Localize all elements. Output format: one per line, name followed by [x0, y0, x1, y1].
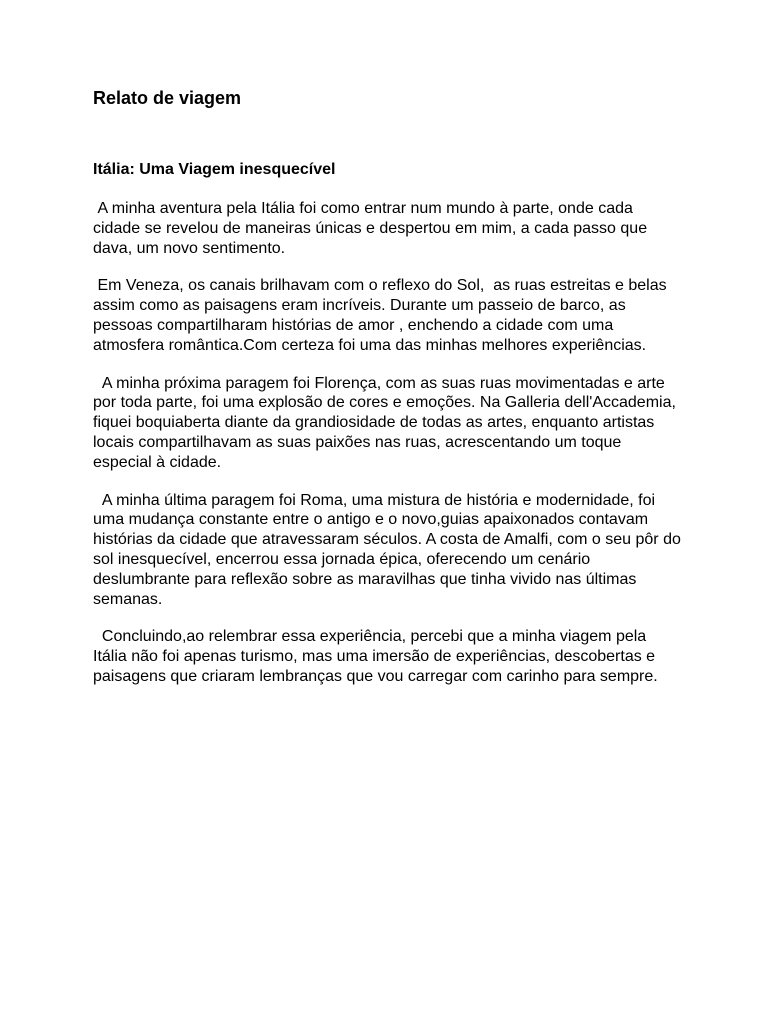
document-page — [93, 86, 686, 687]
paragraph-veneza: Em Veneza, os canais brilhavam com o reflexo do Sol, as ruas estreitas e belas assim como as paisagens eram incríveis. Durante um passeio de barco, as pessoas compartilharam histórias de amor , enchendo a cidade com uma atmosfera romântica.Com certeza foi uma das minhas melhores experiências. — [93, 277, 672, 354]
paragraph-intro: A minha aventura pela Itália foi como entrar num mundo à parte, onde cada cidade se revelou de maneiras únicas e despertou em mim, a cada passo que dava, um novo sentimento. — [93, 200, 652, 257]
document-title: Relato de viagem — [93, 88, 242, 108]
paragraph-conclusao: Concluindo,ao relembrar essa experiência, percebi que a minha viagem pela Itália não foi apenas turismo, mas uma imersão de experiências, descobertas e paisagens que criaram lembranças que vou carregar com carinho para sempre. — [93, 628, 660, 685]
paragraph-florenca: A minha próxima paragem foi Florença, com as suas ruas movimentadas e arte por toda parte, foi uma explosão de cores e emoções. Na Galleria dell'Accademia, fiquei boquiaberta diante da grandiosidade de todas as artes, enquanto artistas locais compartilhavam as suas paixões nas ruas, acrescentando um toque especial à cidade. — [93, 374, 681, 471]
document-subtitle: Itália: Uma Viagem inesquecível — [93, 161, 336, 178]
paragraph-roma: A minha última paragem foi Roma, uma mistura de história e modernidade, foi uma mudança constante entre o antigo e o novo,guias apaixonados contavam histórias da cidade que atravessaram séculos. A costa de Amalfi, com o seu pôr do sol inesquecível, encerrou essa jornada épica, oferecendo um cenário deslumbrante para reflexão sobre as maravilhas que tinha vivido nas últimas semanas. — [93, 491, 686, 608]
